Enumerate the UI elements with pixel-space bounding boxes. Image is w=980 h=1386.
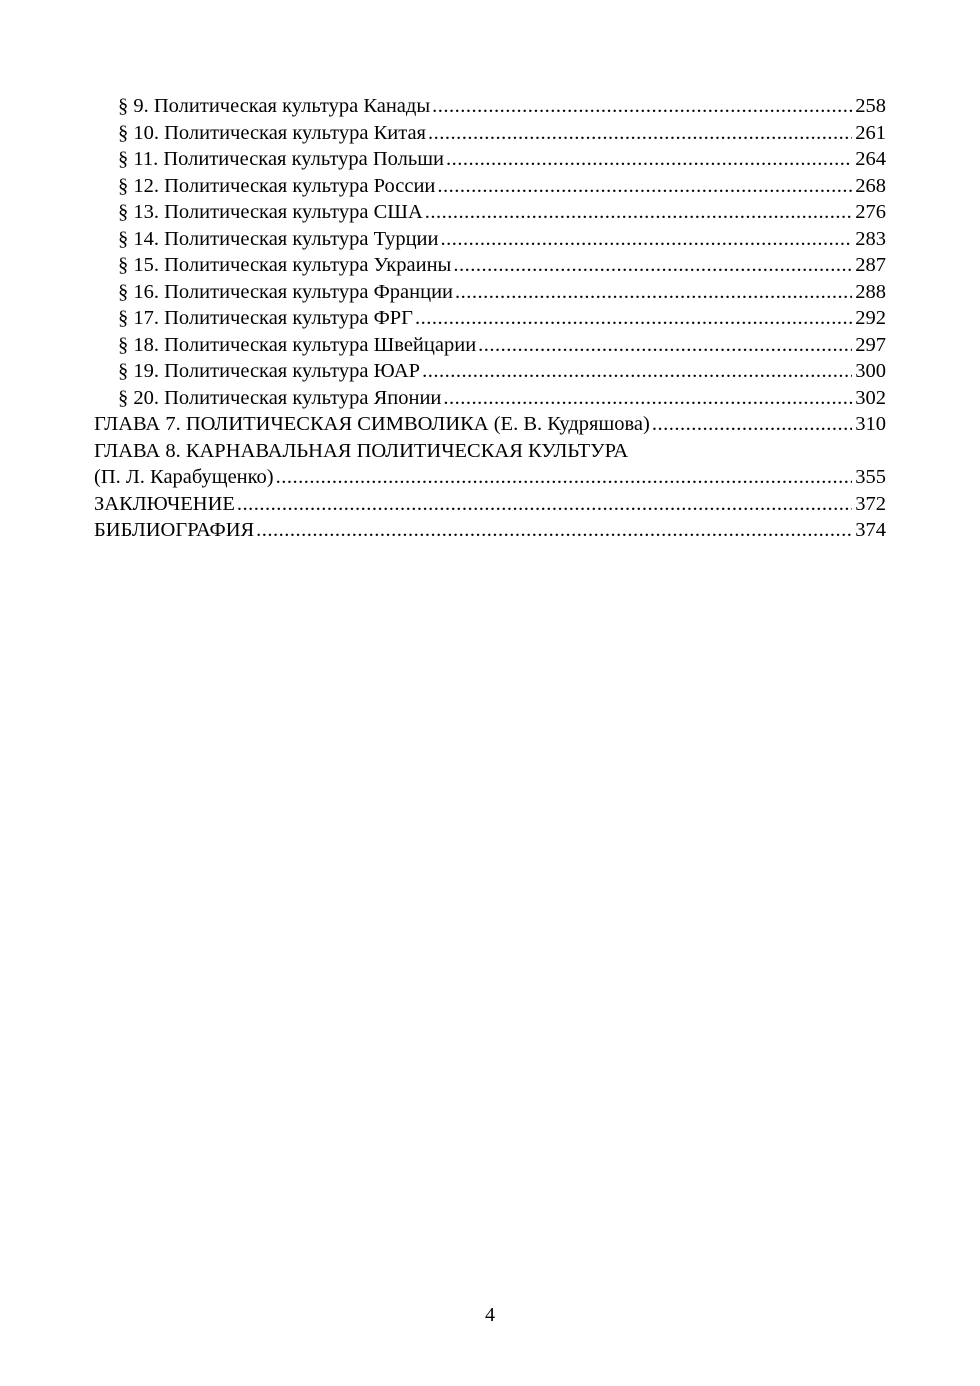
toc-entry-section-16 xyxy=(94,279,886,306)
toc-entry-section-19 xyxy=(94,358,886,385)
toc-entry-title: (П. Л. Карабущенко) xyxy=(94,466,274,488)
toc-entry-section-17 xyxy=(94,305,886,332)
toc-entry-chapter-8-heading xyxy=(94,438,886,465)
toc-entry-title: § 12. Политическая культура России xyxy=(118,174,436,197)
dot-leader xyxy=(425,199,853,226)
toc-entry-page: 302 xyxy=(855,386,886,409)
toc-entry-section-9 xyxy=(94,93,886,120)
toc-entry-title: § 14. Политическая культура Турции xyxy=(118,227,439,250)
toc-entry-title: § 16. Политическая культура Франции xyxy=(118,280,454,303)
toc-entry-page: 287 xyxy=(855,254,886,276)
dot-leader xyxy=(446,146,852,173)
toc-entry-title: § 11. Политическая культура Польши xyxy=(118,148,444,170)
toc-entry-title: ГЛАВА 7. ПОЛИТИЧЕСКАЯ СИМВОЛИКА (Е. В. Кудряшова) xyxy=(94,413,650,435)
toc-entry-page: 258 xyxy=(855,95,886,117)
toc-entry-title: § 18. Политическая культура Швейцарии xyxy=(118,333,477,356)
toc-entry-page: 355 xyxy=(855,466,886,488)
toc-entry-section-14 xyxy=(94,226,886,253)
toc-entry-page: 276 xyxy=(855,201,886,223)
toc-entry-section-18 xyxy=(94,332,886,359)
dot-leader xyxy=(276,464,853,491)
dot-leader xyxy=(453,252,852,279)
toc-entry-title: § 10. Политическая культура Китая xyxy=(118,121,426,144)
toc-entry-bibliography xyxy=(94,517,886,544)
dot-leader xyxy=(237,491,852,518)
dot-leader xyxy=(443,385,852,412)
toc-entry-title: ГЛАВА 8. КАРНАВАЛЬНАЯ ПОЛИТИЧЕСКАЯ КУЛЬТУРА xyxy=(94,439,629,462)
toc-entry-page: 310 xyxy=(855,413,886,435)
toc-entry-page: 288 xyxy=(855,280,886,303)
toc-entry-section-10 xyxy=(94,120,886,147)
toc-entry-title: ЗАКЛЮЧЕНИЕ xyxy=(94,492,235,515)
toc-entry-page: 264 xyxy=(855,148,886,170)
toc-entry-title: § 9. Политическая культура Канады xyxy=(118,95,431,117)
dot-leader xyxy=(652,411,852,438)
toc-entry-page: 300 xyxy=(855,360,886,382)
page-number: 4 xyxy=(485,1304,495,1326)
toc-entry-title: § 19. Политическая культура ЮАР xyxy=(118,360,421,382)
toc-entry-conclusion xyxy=(94,491,886,518)
toc-entry-section-11 xyxy=(94,146,886,173)
dot-leader xyxy=(256,517,852,544)
toc-entry-title: БИБЛИОГРАФИЯ xyxy=(94,519,255,541)
toc-entry-title: § 17. Политическая культура ФРГ xyxy=(118,307,414,329)
dot-leader xyxy=(422,358,852,385)
toc-entry-page: 297 xyxy=(855,333,886,356)
toc-entry-page: 261 xyxy=(855,121,886,144)
toc-entry-title: § 20. Политическая культура Японии xyxy=(118,386,442,409)
toc-entry-title: § 15. Политическая культура Украины xyxy=(118,254,452,276)
dot-leader xyxy=(428,120,852,147)
toc-entry-chapter-8 xyxy=(94,464,886,491)
toc-entry-title: § 13. Политическая культура США xyxy=(118,201,423,223)
dot-leader xyxy=(478,332,852,359)
dot-leader xyxy=(455,279,852,306)
toc-entry-section-20 xyxy=(94,385,886,412)
toc-entry-section-13 xyxy=(94,199,886,226)
toc-entry-page: 372 xyxy=(855,492,886,515)
toc-entry-section-15 xyxy=(94,252,886,279)
dot-leader xyxy=(437,173,852,200)
toc-entry-page: 374 xyxy=(855,519,886,541)
toc-entry-chapter-7 xyxy=(94,411,886,438)
toc-entry-page: 292 xyxy=(855,307,886,329)
dot-leader xyxy=(415,305,852,332)
toc-entry-page: 268 xyxy=(855,174,886,197)
table-of-contents xyxy=(94,93,886,544)
toc-entry-section-12 xyxy=(94,173,886,200)
dot-leader xyxy=(441,226,853,253)
toc-entry-page: 283 xyxy=(855,227,886,250)
dot-leader xyxy=(432,93,852,120)
